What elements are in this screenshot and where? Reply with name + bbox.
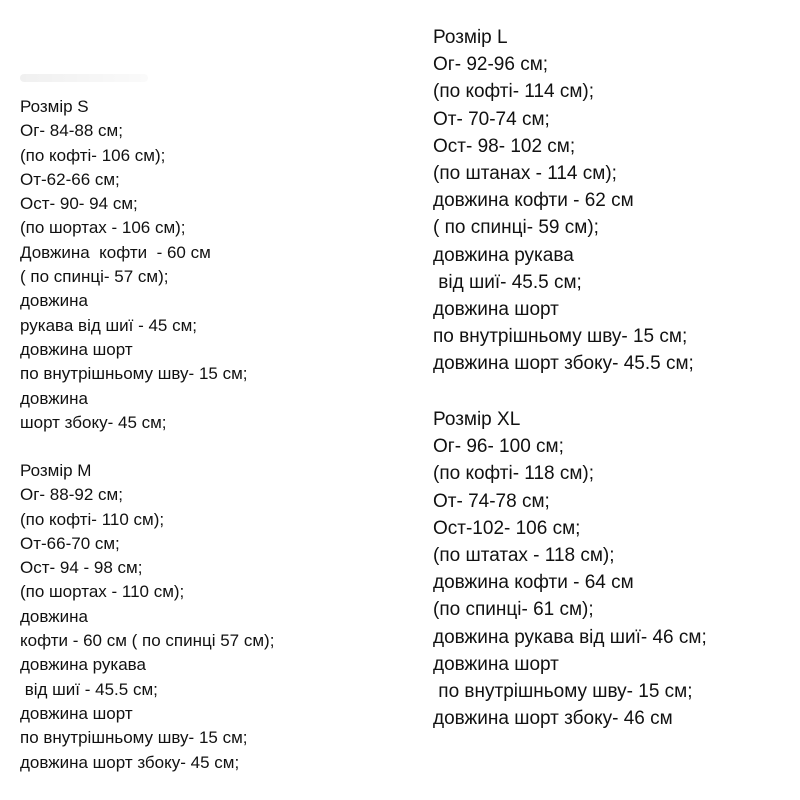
size-l-line: Ог- 92-96 см; — [433, 54, 549, 76]
size-m-line: (по кофті- 110 см); — [20, 509, 165, 529]
size-m-line: по внутрішньому шву- 15 см; — [20, 728, 248, 748]
size-l-block — [433, 24, 694, 378]
size-m-line: довжина шорт збоку- 45 см; — [20, 752, 240, 772]
size-m-line: довжина шорт — [20, 703, 133, 723]
size-l-line: Ост- 98- 102 см; — [433, 135, 576, 157]
size-xl-line: довжина шорт — [433, 653, 559, 675]
size-s-line: по внутрішньому шву- 15 см; — [20, 364, 248, 384]
size-m-line: довжина — [20, 606, 88, 626]
size-s-line: шорт збоку- 45 см; — [20, 412, 167, 432]
size-xl-line: От- 74-78 см; — [433, 490, 550, 512]
size-s-block — [20, 95, 247, 435]
size-m-block — [20, 459, 274, 775]
size-s-line: рукава від шиї - 45 см; — [20, 315, 198, 335]
size-m-line: Ог- 88-92 см; — [20, 485, 123, 505]
size-xl-line: Ост-102- 106 см; — [433, 517, 581, 539]
size-xl-line: (по кофті- 118 см); — [433, 463, 595, 485]
size-xl-block — [433, 406, 707, 732]
size-s-line: От-62-66 см; — [20, 169, 120, 189]
size-l-line: від шиї- 45.5 см; — [433, 271, 582, 293]
size-s-line: Ост- 90- 94 см; — [20, 194, 138, 214]
size-s-line: ( по спинці- 57 см); — [20, 267, 169, 287]
size-m-line: От-66-70 см; — [20, 533, 120, 553]
size-m-line: Ост- 94 - 98 см; — [20, 558, 143, 578]
size-l-line: довжина рукава — [433, 244, 574, 266]
size-l-line: по внутрішньому шву- 15 см; — [433, 326, 688, 348]
size-s-line: (по кофті- 106 см); — [20, 145, 166, 165]
size-s-line: Довжина кофти - 60 см — [20, 242, 211, 262]
size-l-line: ( по спинці- 59 см); — [433, 217, 599, 239]
size-l-line: (по штанах - 114 см); — [433, 163, 617, 185]
size-l-line: довжина шорт — [433, 299, 559, 321]
size-m-heading: Розмір M — [20, 461, 92, 480]
faint-watermark — [20, 74, 148, 82]
size-s-line: довжина — [20, 291, 88, 311]
size-xl-line: Ог- 96- 100 см; — [433, 436, 564, 458]
size-m-line: (по шортах - 110 см); — [20, 582, 185, 602]
size-xl-line: довжина шорт збоку- 46 см — [433, 708, 673, 730]
size-xl-line: довжина рукава від шиї- 46 см; — [433, 626, 707, 648]
size-m-line: довжина рукава — [20, 655, 146, 675]
size-l-line: От- 70-74 см; — [433, 108, 550, 130]
size-l-line: (по кофті- 114 см); — [433, 81, 595, 103]
size-l-line: довжина кофти - 62 см — [433, 190, 634, 212]
size-m-line: від шиї - 45.5 см; — [20, 679, 158, 699]
size-l-line: довжина шорт збоку- 45.5 см; — [433, 353, 694, 375]
size-s-line: Ог- 84-88 см; — [20, 121, 123, 141]
size-xl-heading: Розмір XL — [433, 409, 521, 430]
size-xl-line: (по штатах - 118 см); — [433, 545, 615, 567]
size-xl-line: (по спинці- 61 см); — [433, 599, 594, 621]
size-xl-line: по внутрішньому шву- 15 см; — [433, 681, 693, 703]
size-l-heading: Розмір L — [433, 27, 508, 48]
size-xl-line: довжина кофти - 64 см — [433, 572, 634, 594]
size-s-line: (по шортах - 106 см); — [20, 218, 186, 238]
size-s-line: довжина шорт — [20, 339, 133, 359]
size-m-line: кофти - 60 см ( по спинці 57 см); — [20, 631, 275, 651]
size-s-line: довжина — [20, 388, 88, 408]
size-s-heading: Розмір S — [20, 97, 89, 116]
